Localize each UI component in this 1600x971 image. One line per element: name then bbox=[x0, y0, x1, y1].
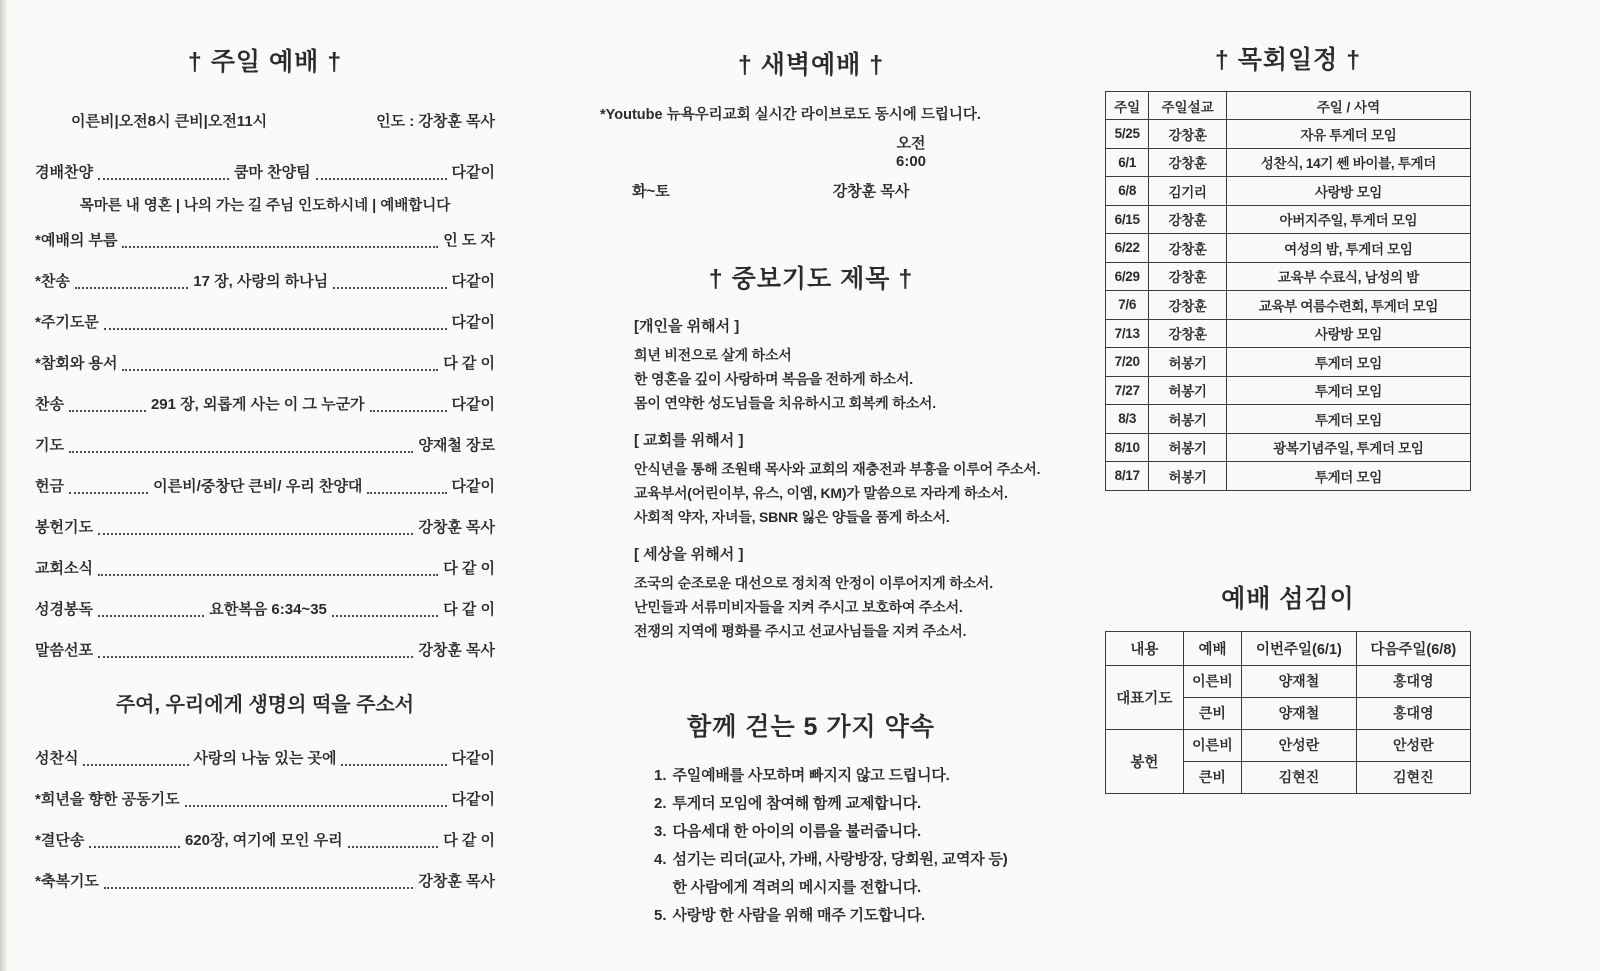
schedule-date-cell: 8/3 bbox=[1106, 405, 1149, 434]
prayer-line: 교육부서(어린이부, 유스, 이엠, KM)가 말씀으로 자라게 하소서. bbox=[634, 485, 1008, 501]
schedule-header-cell: 주일설교 bbox=[1149, 92, 1226, 120]
dot-leader bbox=[316, 178, 447, 180]
promise-line: 사랑방 한 사람을 위해 매주 기도합니다. bbox=[672, 907, 925, 924]
schedule-event-cell: 투게더 모임 bbox=[1226, 462, 1470, 491]
schedule-date-cell: 7/6 bbox=[1106, 291, 1149, 320]
schedule-event-cell: 투게더 모임 bbox=[1226, 348, 1470, 377]
schedule-preacher-cell: 강창훈 bbox=[1149, 120, 1226, 149]
prayer-group bbox=[572, 543, 1050, 643]
dot-leader bbox=[83, 764, 188, 766]
ministry-schedule-table bbox=[1105, 91, 1471, 491]
promise-line: 주일예배를 사모하며 빠지지 않고 드립니다. bbox=[672, 767, 950, 784]
promise-text bbox=[673, 851, 1008, 896]
serving-nextweek-cell: 홍대영 bbox=[1356, 665, 1470, 697]
order-of-service-list bbox=[35, 161, 495, 662]
prayer-group bbox=[572, 315, 1050, 415]
serving-category-cell: 대표기도 bbox=[1106, 665, 1184, 729]
schedule-event-cell: 사랑방 모임 bbox=[1226, 177, 1470, 206]
prayer-topics-list bbox=[572, 315, 1050, 643]
promise-item bbox=[572, 907, 1050, 924]
order-item-detail: 요한복음 6:34~35 bbox=[209, 601, 327, 618]
order-item bbox=[35, 311, 495, 334]
schedule-header-cell: 주일 bbox=[1106, 92, 1149, 120]
schedule-row bbox=[1106, 205, 1471, 234]
prayer-group-heading: [개인을 위해서 ] bbox=[634, 318, 740, 335]
serving-thisweek-cell: 양재철 bbox=[1242, 665, 1356, 697]
scan-edge-shadow bbox=[0, 0, 8, 971]
dot-leader bbox=[367, 492, 446, 494]
schedule-preacher-cell: 강창훈 bbox=[1149, 234, 1226, 263]
order-item-detail: 291 장, 외롭게 사는 이 그 누군가 bbox=[150, 396, 365, 413]
serving-header-cell: 다음주일(6/8) bbox=[1356, 631, 1470, 665]
order-item-label: *참회와 용서 bbox=[35, 355, 118, 372]
order-item bbox=[35, 788, 495, 811]
dawn-days-row bbox=[572, 180, 1050, 201]
schedule-date-cell: 8/10 bbox=[1106, 433, 1149, 462]
serving-service-cell: 큰비 bbox=[1183, 761, 1242, 793]
prayer-line: 전쟁의 지역에 평화를 주시고 선교사님들을 지켜 주소서. bbox=[634, 623, 967, 639]
order-item bbox=[35, 352, 495, 375]
five-promises-title: 함께 걷는 5 가지 약속 bbox=[687, 713, 935, 741]
dot-leader bbox=[98, 615, 204, 617]
dot-leader bbox=[185, 805, 447, 807]
promise-text bbox=[673, 907, 925, 924]
promise-item bbox=[572, 795, 1050, 812]
serving-nextweek-cell: 김현진 bbox=[1356, 761, 1470, 793]
schedule-preacher-cell: 강창훈 bbox=[1149, 205, 1226, 234]
schedule-event-cell: 교육부 여름수련회, 투게더 모임 bbox=[1226, 291, 1470, 320]
schedule-preacher-cell: 강창훈 bbox=[1149, 262, 1226, 291]
schedule-preacher-cell: 강창훈 bbox=[1149, 148, 1226, 177]
schedule-row bbox=[1106, 234, 1471, 263]
order-item bbox=[35, 639, 495, 662]
promise-line: 투게더 모임에 참여해 함께 교제합니다. bbox=[672, 795, 921, 812]
order-item-performer: 다같이 bbox=[451, 750, 496, 767]
schedule-event-cell: 광복기념주일, 투게더 모임 bbox=[1226, 433, 1470, 462]
promise-number: 3. bbox=[654, 823, 667, 840]
order-item-subtext: 목마른 내 영혼 | 나의 가는 길 주님 인도하시네 | 예배합니다 bbox=[79, 198, 451, 214]
service-times: 이른비|오전8시 큰비|오전11시 bbox=[71, 113, 268, 130]
prayer-line: 한 영혼을 깊이 사랑하며 복음을 전하게 하소서. bbox=[634, 371, 913, 387]
schedule-date-cell: 6/15 bbox=[1106, 205, 1149, 234]
schedule-event-cell: 투게더 모임 bbox=[1226, 376, 1470, 405]
service-leader: 인도 : 강창훈 목사 bbox=[376, 113, 495, 130]
right-section bbox=[1105, 40, 1471, 794]
schedule-header-cell: 주일 / 사역 bbox=[1226, 92, 1470, 120]
order-item-label: 헌금 bbox=[35, 478, 64, 495]
promise-text bbox=[673, 767, 950, 784]
prayer-line: 몸이 연약한 성도님들을 치유하시고 회복케 하소서. bbox=[634, 395, 936, 411]
schedule-date-cell: 7/27 bbox=[1106, 376, 1149, 405]
order-item bbox=[35, 516, 495, 539]
schedule-preacher-cell: 강창훈 bbox=[1149, 319, 1226, 348]
order-item-label: *예배의 부름 bbox=[35, 232, 118, 249]
prayer-line: 희년 비전으로 살게 하소서 bbox=[634, 347, 792, 363]
order-item-performer: 강창훈 목사 bbox=[418, 519, 495, 536]
order-item-performer: 인 도 자 bbox=[443, 232, 495, 249]
schedule-header-row bbox=[1106, 92, 1471, 120]
schedule-row bbox=[1106, 319, 1471, 348]
dot-leader bbox=[104, 328, 447, 330]
prayer-line: 조국의 순조로운 대선으로 정치적 안정이 이루어지게 하소서. bbox=[634, 575, 993, 591]
prayer-group bbox=[572, 429, 1050, 529]
promise-item bbox=[572, 823, 1050, 840]
schedule-date-cell: 7/20 bbox=[1106, 348, 1149, 377]
serving-thisweek-cell: 안성란 bbox=[1242, 729, 1356, 761]
order-item-performer: 강창훈 목사 bbox=[418, 642, 495, 659]
sunday-worship-section bbox=[35, 42, 495, 911]
schedule-event-cell: 여성의 밤, 투게더 모임 bbox=[1226, 234, 1470, 263]
schedule-event-cell: 교육부 수료식, 남성의 밤 bbox=[1226, 262, 1470, 291]
dot-leader bbox=[104, 887, 414, 889]
order-item-performer: 양재철 장로 bbox=[418, 437, 495, 454]
order-item bbox=[35, 161, 495, 184]
serving-service-cell: 큰비 bbox=[1183, 697, 1242, 729]
order-item-detail: 이른비/중창단 큰비/ 우리 찬양대 bbox=[153, 478, 363, 495]
order-item-performer: 다 같 이 bbox=[443, 832, 495, 849]
dot-leader bbox=[98, 533, 413, 535]
order-item-performer: 다같이 bbox=[451, 164, 496, 181]
schedule-date-cell: 8/17 bbox=[1106, 462, 1149, 491]
order-item-performer: 다같이 bbox=[451, 478, 495, 495]
order-item-label: *축복기도 bbox=[35, 873, 99, 890]
promise-line: 한 사람에게 격려의 메시지를 전합니다. bbox=[672, 879, 921, 896]
schedule-date-cell: 5/25 bbox=[1106, 120, 1149, 149]
order-item-performer: 강창훈 목사 bbox=[418, 873, 495, 890]
order-item-label: 성경봉독 bbox=[35, 601, 93, 618]
dot-leader bbox=[332, 615, 438, 617]
serving-header-cell: 내용 bbox=[1106, 631, 1184, 665]
dawn-service-pastor: 강창훈 목사 bbox=[832, 183, 910, 200]
sermon-title-heading: 주여, 우리에게 생명의 떡을 주소서 bbox=[115, 694, 415, 716]
schedule-date-cell: 6/29 bbox=[1106, 262, 1149, 291]
communion-order-list bbox=[35, 747, 495, 893]
five-promises-list bbox=[572, 767, 1050, 924]
dawn-time-row bbox=[572, 132, 1050, 170]
promise-number: 1. bbox=[654, 767, 667, 784]
schedule-event-cell: 아버지주일, 투게더 모임 bbox=[1226, 205, 1470, 234]
order-item bbox=[35, 598, 495, 621]
middle-section bbox=[572, 45, 1050, 935]
schedule-date-cell: 6/8 bbox=[1106, 177, 1149, 206]
order-item bbox=[35, 229, 495, 252]
order-item-label: 찬송 bbox=[35, 396, 64, 413]
order-item-label: *주기도문 bbox=[35, 314, 99, 331]
youtube-live-note: *Youtube 뉴욕우리교회 실시간 라이브로도 동시에 드립니다. bbox=[600, 107, 981, 123]
schedule-date-cell: 7/13 bbox=[1106, 319, 1149, 348]
order-item-label: *찬송 bbox=[35, 273, 70, 290]
dot-leader bbox=[89, 846, 180, 848]
prayer-line: 안식년을 통해 조원태 목사와 교회의 재충전과 부흥을 이루어 주소서. bbox=[634, 461, 1041, 477]
prayer-group-heading: [ 세상을 위해서 ] bbox=[634, 546, 744, 563]
dot-leader bbox=[348, 846, 439, 848]
serving-service-cell: 이른비 bbox=[1183, 729, 1242, 761]
order-item bbox=[35, 829, 495, 852]
schedule-preacher-cell: 김기리 bbox=[1149, 177, 1226, 206]
sunday-worship-title: † 주일 예배 † bbox=[187, 48, 343, 76]
dawn-worship-title: † 새벽예배 † bbox=[737, 51, 885, 79]
promise-number: 2. bbox=[654, 795, 667, 812]
promise-line: 다음세대 한 아이의 이름을 불러줍니다. bbox=[672, 823, 921, 840]
order-item-label: 말씀선포 bbox=[35, 642, 93, 659]
schedule-preacher-cell: 허봉기 bbox=[1149, 433, 1226, 462]
serving-category-cell: 봉헌 bbox=[1106, 729, 1184, 793]
dot-leader bbox=[122, 246, 438, 248]
order-item bbox=[35, 557, 495, 580]
order-item bbox=[35, 475, 495, 498]
schedule-event-cell: 성찬식, 14기 쎈 바이블, 투게더 bbox=[1226, 148, 1470, 177]
schedule-row bbox=[1106, 348, 1471, 377]
schedule-row bbox=[1106, 262, 1471, 291]
order-item-label: 성찬식 bbox=[35, 750, 79, 767]
serving-thisweek-cell: 양재철 bbox=[1242, 697, 1356, 729]
schedule-row bbox=[1106, 120, 1471, 149]
schedule-row bbox=[1106, 177, 1471, 206]
order-item bbox=[35, 270, 495, 293]
schedule-row bbox=[1106, 291, 1471, 320]
dot-leader bbox=[333, 287, 446, 289]
schedule-date-cell: 6/1 bbox=[1106, 148, 1149, 177]
order-item bbox=[35, 747, 495, 770]
prayer-line: 난민들과 서류미비자들을 지켜 주시고 보호하여 주소서. bbox=[634, 599, 963, 615]
serving-thisweek-cell: 김현진 bbox=[1242, 761, 1356, 793]
dot-leader bbox=[69, 410, 146, 412]
worship-servants-title: 예배 섬김이 bbox=[1221, 584, 1355, 613]
order-item-performer: 다같이 bbox=[451, 273, 496, 290]
serving-row bbox=[1106, 665, 1471, 697]
serving-nextweek-cell: 안성란 bbox=[1356, 729, 1470, 761]
intercessory-prayer-title: † 중보기도 제목 † bbox=[708, 265, 914, 293]
order-item-performer: 다같이 bbox=[451, 314, 495, 331]
schedule-row bbox=[1106, 433, 1471, 462]
serving-service-cell: 이른비 bbox=[1183, 665, 1242, 697]
serving-header-row bbox=[1106, 631, 1471, 665]
order-item-performer: 다 같 이 bbox=[443, 601, 496, 618]
prayer-group-heading: [ 교회를 위해서 ] bbox=[634, 432, 744, 449]
schedule-preacher-cell: 허봉기 bbox=[1149, 348, 1226, 377]
serving-header-cell: 이번주일(6/1) bbox=[1242, 631, 1356, 665]
schedule-event-cell: 사랑방 모임 bbox=[1226, 319, 1470, 348]
prayer-line: 사회적 약자, 자녀들, SBNR 잃은 양들을 품게 하소서. bbox=[634, 509, 950, 525]
order-item-label: 경배찬양 bbox=[35, 164, 93, 181]
dot-leader bbox=[98, 574, 438, 576]
order-item-performer: 다 같 이 bbox=[443, 355, 495, 372]
serving-nextweek-cell: 홍대영 bbox=[1356, 697, 1470, 729]
worship-servants-table bbox=[1105, 631, 1471, 794]
order-item-detail: 620장, 여기에 모인 우리 bbox=[184, 832, 343, 849]
promise-item bbox=[572, 767, 1050, 784]
dot-leader bbox=[341, 764, 446, 766]
serving-row bbox=[1106, 729, 1471, 761]
dawn-service-time: 오전 6:00 bbox=[895, 135, 927, 170]
promise-line: 섬기는 리더(교사, 가배, 사랑방장, 당회원, 교역자 등) bbox=[672, 851, 1008, 868]
order-item-label: 교회소식 bbox=[35, 560, 93, 577]
schedule-preacher-cell: 허봉기 bbox=[1149, 376, 1226, 405]
order-item-label: *희년을 향한 공동기도 bbox=[35, 791, 180, 808]
service-schedule-row bbox=[35, 110, 495, 131]
schedule-row bbox=[1106, 148, 1471, 177]
promise-text bbox=[673, 795, 921, 812]
order-item bbox=[35, 393, 495, 416]
ministry-schedule-title: † 목회일정 † bbox=[1214, 46, 1362, 74]
promise-number: 5. bbox=[654, 907, 667, 924]
schedule-preacher-cell: 강창훈 bbox=[1149, 291, 1226, 320]
dawn-service-days: 화~토 bbox=[632, 183, 670, 200]
schedule-event-cell: 자유 투게더 모임 bbox=[1226, 120, 1470, 149]
dot-leader bbox=[122, 369, 438, 371]
order-item-label: 기도 bbox=[35, 437, 64, 454]
order-item-detail: 사랑의 나눔 있는 곳에 bbox=[193, 750, 337, 767]
dot-leader bbox=[98, 656, 413, 658]
schedule-row bbox=[1106, 462, 1471, 491]
schedule-row bbox=[1106, 376, 1471, 405]
schedule-date-cell: 6/22 bbox=[1106, 234, 1149, 263]
promise-item bbox=[572, 851, 1050, 896]
order-item-performer: 다같이 bbox=[451, 396, 495, 413]
serving-header-cell: 예배 bbox=[1183, 631, 1242, 665]
order-item-performer: 다같이 bbox=[451, 791, 495, 808]
order-item bbox=[35, 870, 495, 893]
schedule-preacher-cell: 허봉기 bbox=[1149, 462, 1226, 491]
dot-leader bbox=[98, 178, 229, 180]
dot-leader bbox=[69, 492, 148, 494]
order-item-label: 봉헌기도 bbox=[35, 519, 93, 536]
schedule-event-cell: 투게더 모임 bbox=[1226, 405, 1470, 434]
order-item-label: *결단송 bbox=[35, 832, 85, 849]
order-item-detail: 17 장, 사랑의 하나님 bbox=[193, 273, 329, 290]
schedule-row bbox=[1106, 405, 1471, 434]
order-item-performer: 다 같 이 bbox=[443, 560, 495, 577]
order-item bbox=[35, 434, 495, 457]
schedule-preacher-cell: 허봉기 bbox=[1149, 405, 1226, 434]
promise-number: 4. bbox=[654, 851, 667, 868]
dot-leader bbox=[370, 410, 447, 412]
dot-leader bbox=[75, 287, 188, 289]
order-item-detail: 쿰마 찬양팀 bbox=[233, 164, 311, 181]
dot-leader bbox=[69, 451, 413, 453]
promise-text bbox=[673, 823, 921, 840]
